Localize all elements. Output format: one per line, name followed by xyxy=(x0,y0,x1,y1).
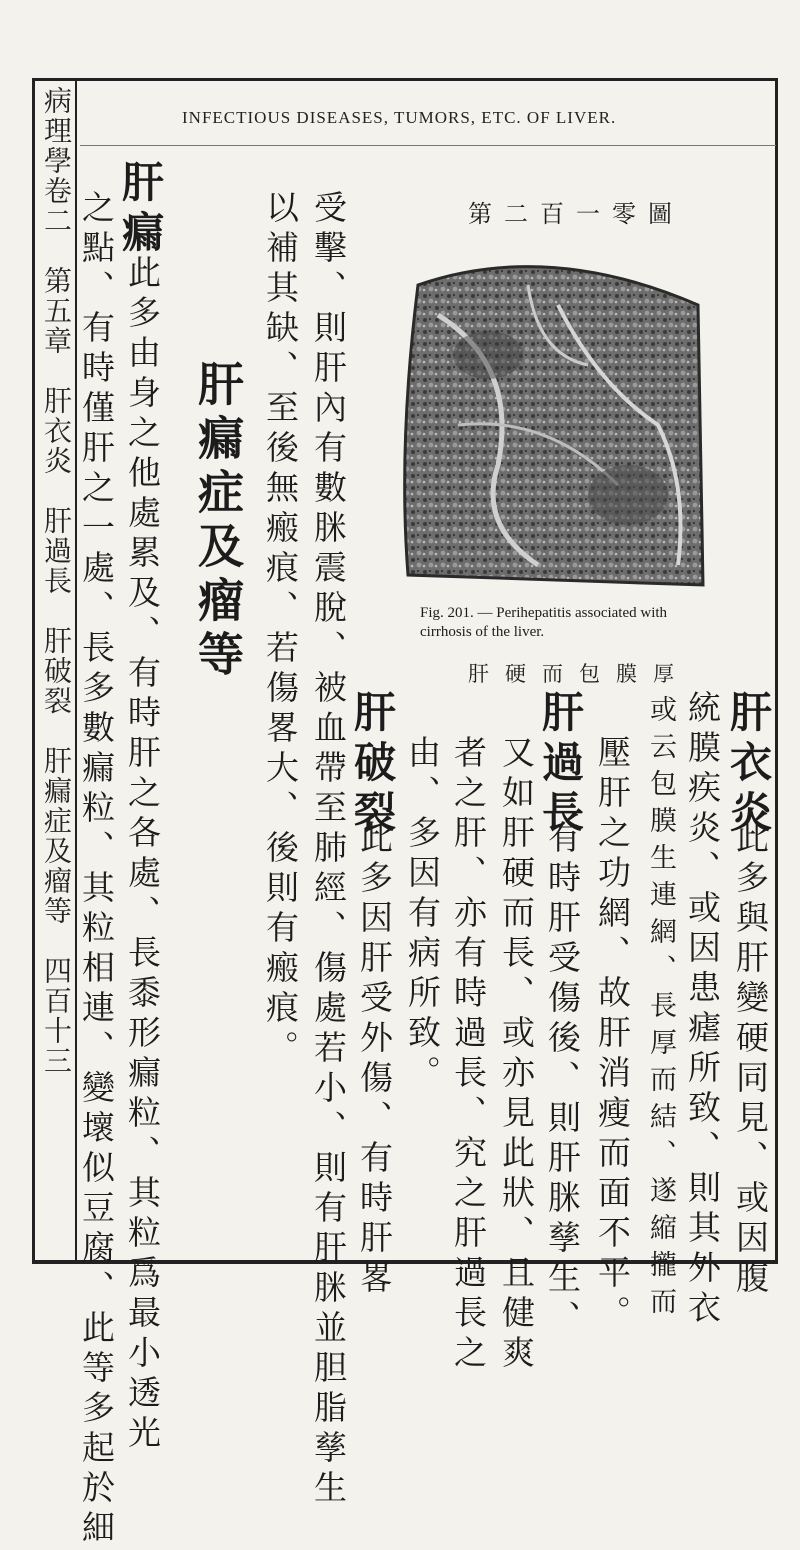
figure-caption: Fig. 201. — Perihepatitis associated with cirrhosis of the liver. xyxy=(420,605,668,640)
figure-image xyxy=(398,245,710,590)
text-column: 由、多因有病所致。 xyxy=(403,735,442,1095)
term-rupture: 肝破裂 xyxy=(348,690,397,840)
text-column: 或云包膜生連網、長厚而結、遂縮攏而 xyxy=(645,695,676,1324)
text-column: 此多與肝變硬同見、或因腹 xyxy=(731,820,770,1300)
running-title: 病理學卷二 第五章 肝衣炎 肝過長 肝破裂 肝瘺症及瘤等 四百十三 xyxy=(40,86,73,1076)
figure-number: 第二百一零圖 xyxy=(468,200,684,228)
text-column: 者之肝、亦有時過長、究之肝過長之 xyxy=(449,735,488,1375)
text-column: 壓肝之功網、故肝消瘦而面不平。 xyxy=(593,735,632,1335)
text-column: 統膜疾炎、或因患瘧所致、則其外衣 xyxy=(683,690,722,1330)
page-header: INFECTIOUS DISEASES, TUMORS, ETC. OF LIVER. xyxy=(182,108,617,127)
term-hypertrophy: 肝過長 xyxy=(536,690,585,840)
text-column: 又如肝硬而長、或亦見此狀、且健爽 xyxy=(497,735,536,1375)
text-column: 受擊、則肝內有數脒震脫、被血帶至肺經、傷處若小、則有肝脒並胆脂孳生 xyxy=(309,190,348,1510)
header-rule xyxy=(80,145,776,146)
text-column: 之點、有時僅肝之一處、長多數瘺粒、其粒相連、變壞似豆腐、此等多起於細 xyxy=(77,190,116,1550)
text-column: 有時肝受傷後、則肝脒孳生、 xyxy=(543,820,582,1340)
figure-label-jp: 肝硬而包膜厚 xyxy=(468,662,690,686)
section-heading: 肝瘺症及瘤等 xyxy=(191,360,245,684)
text-column: 此多由身之他處累及、有時肝之各處、長黍形瘺粒、其粒爲最小透光 xyxy=(123,255,162,1455)
term-perihepatitis: 肝衣炎 xyxy=(724,690,773,840)
term-abscess: 肝瘺 xyxy=(116,160,165,260)
text-column: 以補其缺、至後無瘢痕、若傷畧大、後則有瘢痕。 xyxy=(261,190,300,1070)
text-column: 此多因肝受外傷、有時肝畧 xyxy=(355,820,394,1300)
